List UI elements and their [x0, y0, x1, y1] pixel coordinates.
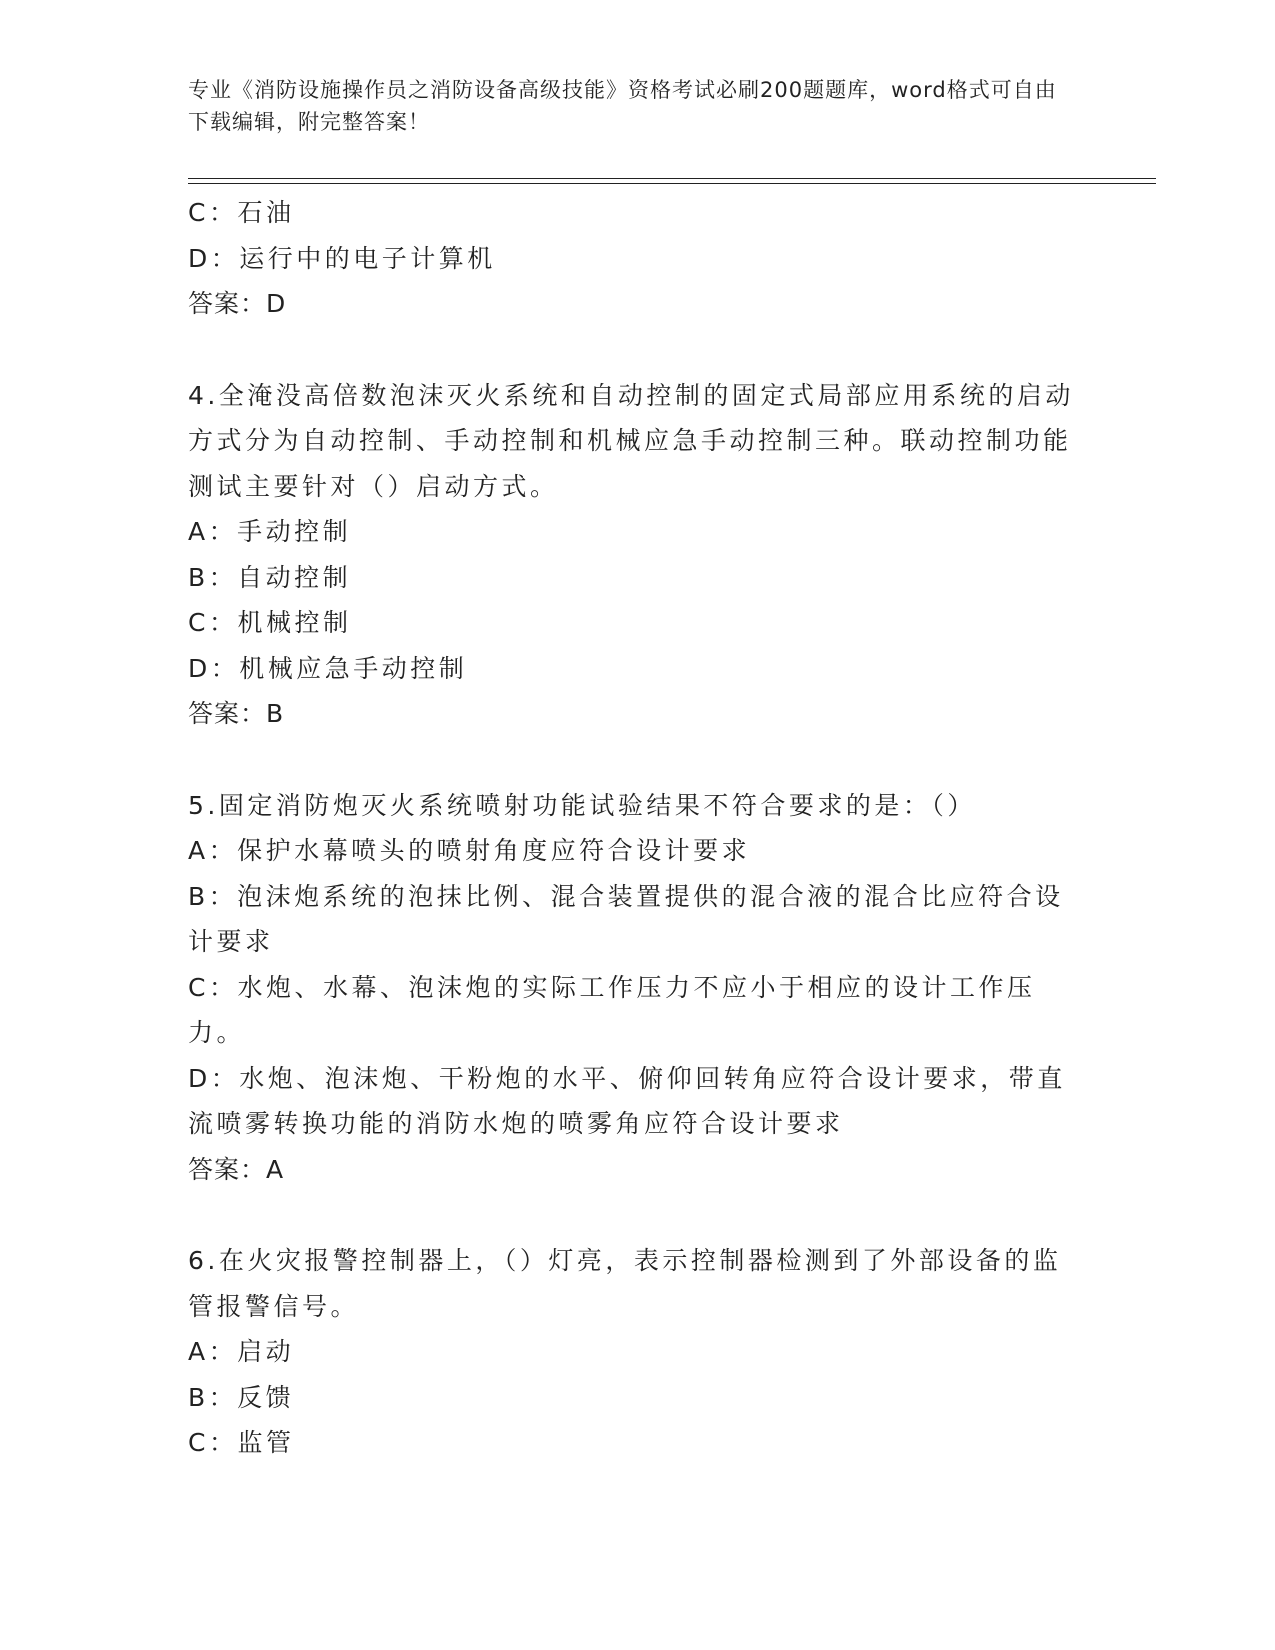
- header-rule-bottom: [188, 183, 1156, 184]
- option-b: B：自动控制: [188, 562, 352, 592]
- question-stem: 4.全淹没高倍数泡沫灭火系统和自动控制的固定式局部应用系统的启动方式分为自动控制、手动控制和机械应急手动控制三种。联动控制功能测试主要针对（）启动方式。: [188, 380, 1074, 501]
- answer: 答案：B: [188, 699, 285, 728]
- question-4: [188, 373, 1078, 737]
- option-a: A：保护水幕喷头的喷射角度应符合设计要求: [188, 836, 751, 865]
- option-b: B：反馈: [188, 1382, 295, 1412]
- option-c: C：监管: [188, 1428, 295, 1457]
- page-header: 专业《消防设施操作员之消防设备高级技能》资格考试必刷200题题库，word格式可自由下载编辑，附完整答案！: [188, 78, 1057, 134]
- question-stem: 5.固定消防炮灭火系统喷射功能试验结果不符合要求的是：（）: [188, 790, 976, 820]
- option-d: D：机械应急手动控制: [188, 653, 468, 683]
- carryover-block: [188, 190, 1078, 327]
- option-c: C：石油: [188, 198, 295, 227]
- question-content: [188, 190, 1078, 1466]
- option-c: C：水炮、水幕、泡沫炮的实际工作压力不应小于相应的设计工作压力。: [188, 972, 1036, 1047]
- option-c: C：机械控制: [188, 608, 352, 637]
- question-stem: 6.在火灾报警控制器上，（）灯亮，表示控制器检测到了外部设备的监管报警信号。: [188, 1246, 1062, 1321]
- answer: 答案：A: [188, 1154, 285, 1184]
- header-rule-top: [188, 178, 1156, 179]
- question-6: [188, 1238, 1078, 1466]
- answer: 答案：D: [188, 289, 287, 318]
- option-a: A：启动: [188, 1337, 295, 1366]
- option-b: B：泡沫炮系统的泡抹比例、混合装置提供的混合液的混合比应符合设计要求: [188, 881, 1064, 956]
- option-a: A：手动控制: [188, 517, 352, 546]
- option-d: D：水炮、泡沫炮、干粉炮的水平、俯仰回转角应符合设计要求，带直流喷雾转换功能的消防水炮的喷雾角应符合设计要求: [188, 1063, 1066, 1138]
- question-5: [188, 783, 1078, 1193]
- option-d: D：运行中的电子计算机: [188, 243, 496, 273]
